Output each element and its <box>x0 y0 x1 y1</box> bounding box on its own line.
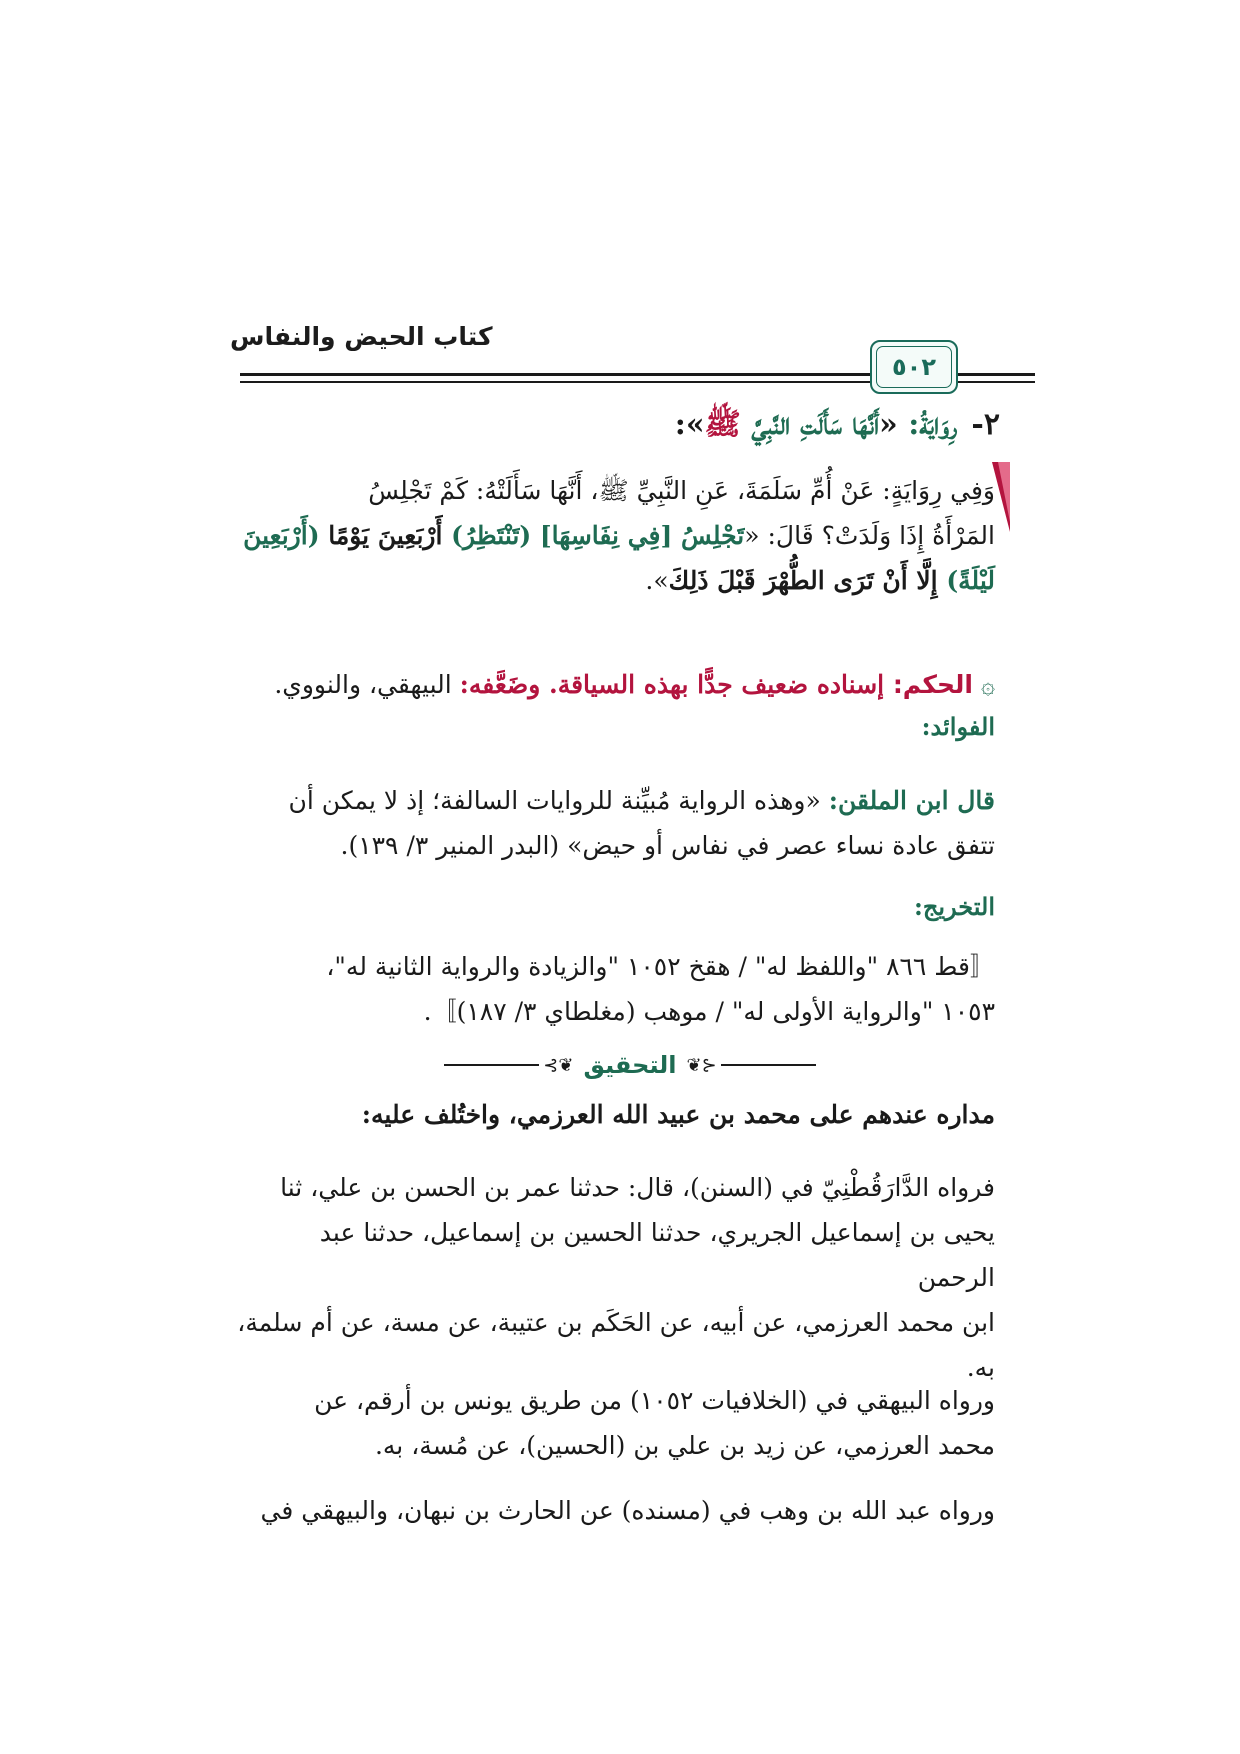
paragraph-line: به. <box>966 1353 995 1382</box>
header-rule-right <box>968 373 1008 376</box>
takhrij-title: التخريج: <box>914 892 995 921</box>
quote-segment: أَرْبَعِينَ يَوْمًا <box>328 521 443 550</box>
verdict-line <box>235 662 995 708</box>
quote-segment: [فِي نِفَاسِهَا] (تَنْتَظِرُ) <box>442 521 682 550</box>
close-quote: »: <box>674 407 705 442</box>
paragraph-line: ورواه عبد الله بن وهب في (مسنده) عن الحارث بن نبهان، والبيهقي في <box>260 1496 995 1525</box>
paragraph-line: 〚قط ٨٦٦ "واللفظ له" / هقخ ١٠٥٢ "والزيادة والرواية الثانية له"، <box>326 952 995 981</box>
quote-segment: (أَرْبَعِينَ <box>243 521 329 550</box>
ibn-mulaqqin-paragraph <box>235 778 995 868</box>
section-label: رِوَايَةُ: <box>908 407 958 442</box>
verdict-text: إسناده ضعيف جدًّا بهذه السياقة. وضَعَّفه: <box>459 670 893 699</box>
page-number: ٥٠٢ <box>892 353 936 381</box>
verdict-icon: ۞ <box>980 671 995 699</box>
ornament-icon: ⊰❦ <box>543 1054 574 1076</box>
paragraph-line: محمد العرزمي، عن زيد بن علي بن (الحسين)، عن مُسة، به. <box>374 1431 995 1460</box>
tahqiq-paragraph <box>235 1378 995 1468</box>
quote-segment: إِلَّا أَنْ تَرَى الطُّهْرَ قَبْلَ ذَلِكَ <box>668 566 947 595</box>
book-title: كتاب الحيض والنفاس <box>230 322 493 351</box>
salawat-glyph: ﷺ <box>704 407 741 442</box>
section-text: أَنَّهَا سَأَلَتِ النَّبِيَّ <box>751 407 880 442</box>
ornament-icon: ❦⊱ <box>686 1054 717 1076</box>
divider-line <box>444 1064 539 1066</box>
tahqiq-paragraph <box>235 1488 995 1533</box>
verdict-label: الحكم: <box>892 670 973 699</box>
paragraph-line: تتفق عادة نساء عصر في نفاس أو حيض» (البدر المنير ٣/ ١٣٩). <box>340 831 995 860</box>
page-number-box <box>870 340 958 394</box>
paragraph-text: «وهذه الرواية مُبيِّنة للروايات السالفة؛ إذ لا يمكن أن <box>288 786 829 815</box>
section-number: ٢- <box>971 407 1000 442</box>
quote-segment: ». <box>645 566 669 595</box>
paragraph-line: ١٠٥٣ "والرواية الأولى له" / موهب (مغلطاي ٣/ ١٨٧)〛. <box>423 997 995 1026</box>
quote-line <box>235 513 995 558</box>
paragraph-line: فرواه الدَّارَقُطْنِيّ في (السنن)، قال: حدثنا عمر بن الحسن بن علي، ثنا <box>280 1173 995 1202</box>
quote-line <box>235 558 995 603</box>
quote-segment: المَرْأَةُ إِذَا وَلَدَتْ؟ قَالَ: « <box>744 521 995 550</box>
tahqiq-divider <box>440 1050 820 1080</box>
header-rule-right-thin <box>968 381 1008 383</box>
quote-segment: تَجْلِسُ <box>681 521 745 550</box>
fawaid-title: الفوائد: <box>921 712 995 741</box>
section-heading <box>240 406 1000 449</box>
quote-line: وَفِي رِوَايَةٍ: عَنْ أُمِّ سَلَمَةَ، عَنِ النَّبِيِّ ﷺ، أَنَّهَا سَأَلَتْهُ: كَمْ تَجْلِسُ <box>368 476 995 505</box>
tahqiq-paragraph <box>235 1165 995 1390</box>
paragraph-line: يحيى بن إسماعيل الجريري، حدثنا الحسين بن إسماعيل، حدثنا عبد الرحمن <box>319 1218 995 1292</box>
verdict-names: البيهقي، والنووي. <box>274 670 460 699</box>
madar-heading: مداره عندهم على محمد بن عبيد الله العرزمي، واختُلف عليه: <box>361 1100 995 1129</box>
tahqiq-title: التحقيق <box>583 1051 677 1079</box>
open-quote: « <box>879 407 898 442</box>
quote-segment: لَيْلَةً) <box>946 566 995 595</box>
paragraph-line <box>235 778 995 823</box>
ibn-mulaqqin-label: قال ابن الملقن: <box>828 786 995 815</box>
paragraph-line: ورواه البيهقي في (الخلافيات ١٠٥٢) من طريق يونس بن أرقم، عن <box>314 1386 995 1415</box>
hadith-quote <box>235 468 995 603</box>
divider-line <box>721 1064 816 1066</box>
paragraph-line: ابن محمد العرزمي، عن أبيه، عن الحَكَم بن عتيبة، عن مسة، عن أم سلمة، <box>237 1308 995 1337</box>
takhrij-paragraph <box>235 944 995 1034</box>
